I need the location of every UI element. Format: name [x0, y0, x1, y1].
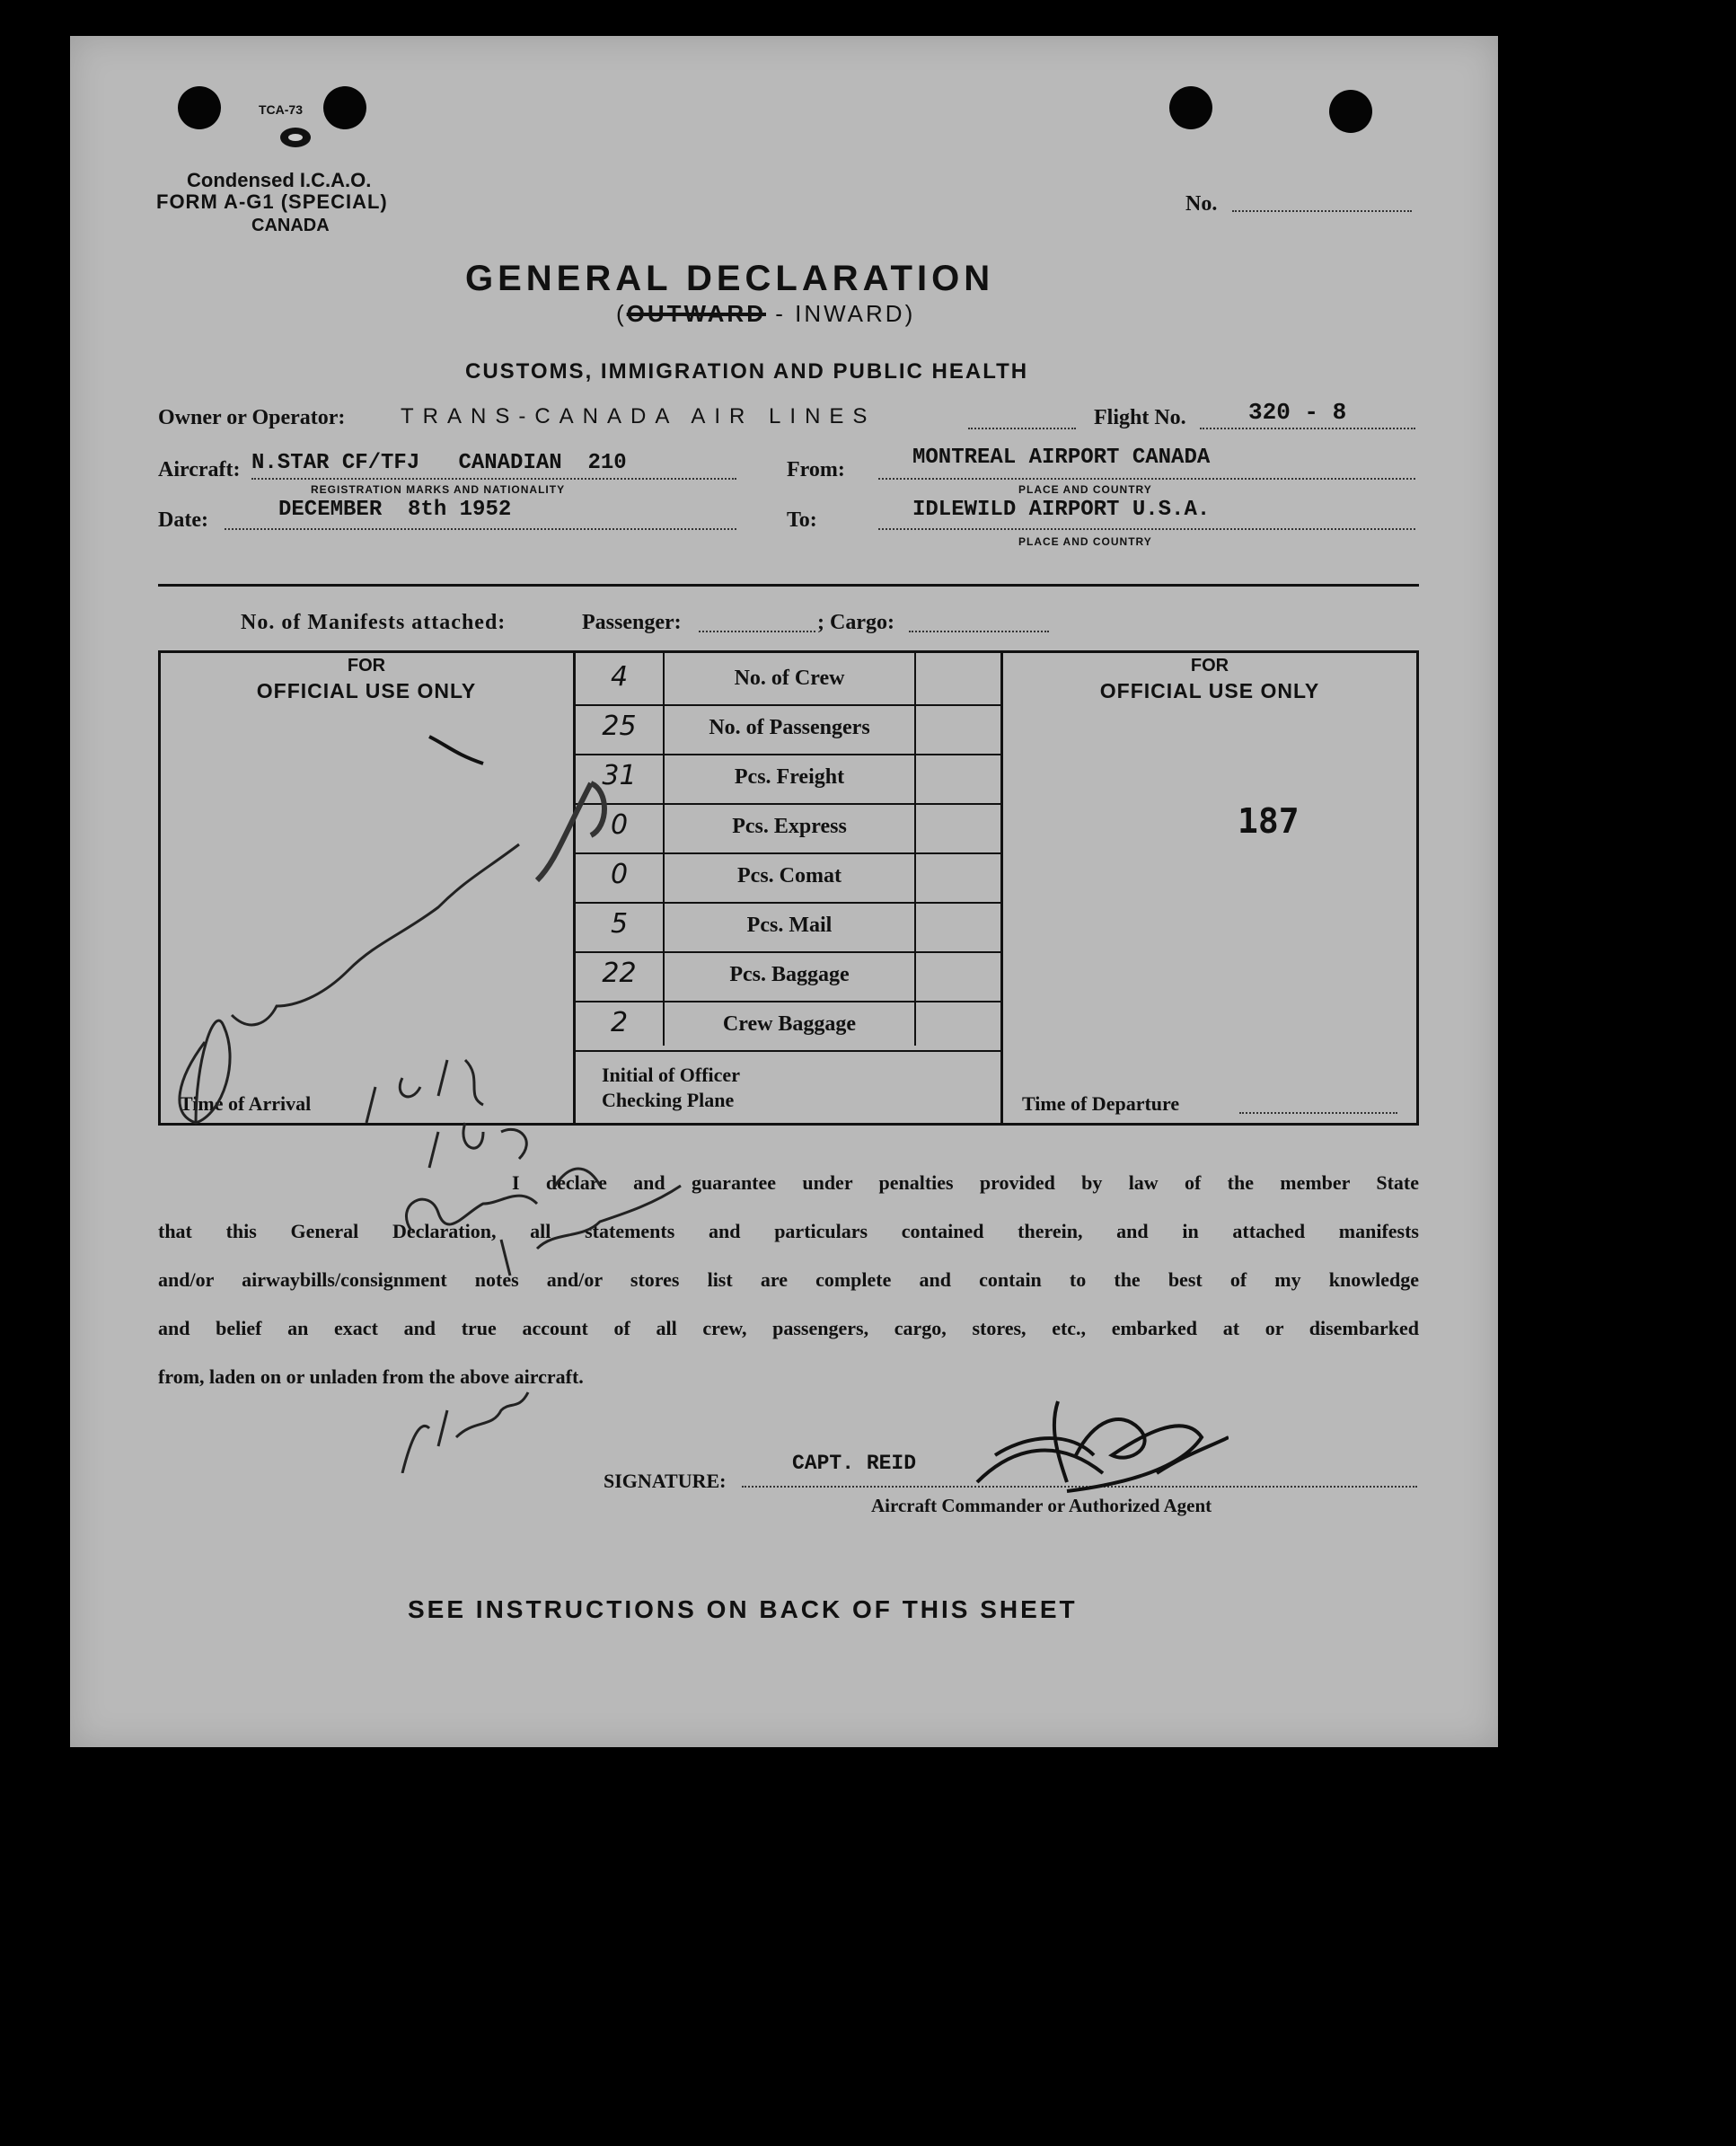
row-check-cell[interactable]	[916, 1000, 1000, 1049]
to-label: To:	[787, 508, 817, 532]
signature-caption: Aircraft Commander or Authorized Agent	[871, 1495, 1212, 1516]
owner-field[interactable]	[968, 428, 1076, 429]
punch-hole	[178, 86, 221, 129]
declaration-line-2: that this General Declaration, all statements and particulars contained therein, and in attached manifests	[158, 1220, 1419, 1242]
stamp-number: 187	[1238, 801, 1300, 841]
direction-line	[616, 300, 915, 328]
row-value: 5	[610, 908, 629, 940]
inward: - INWARD)	[766, 300, 916, 327]
row-check-cell[interactable]	[916, 654, 1000, 703]
page-title: GENERAL DECLARATION	[465, 259, 995, 298]
to-value: IDLEWILD AIRPORT U.S.A.	[912, 498, 1211, 522]
handwritten-annotation	[142, 701, 789, 1473]
passenger-label: Passenger:	[582, 611, 682, 634]
declaration-line-5: from, laden on or unladen from the above aircraft.	[158, 1365, 584, 1388]
footer-instructions: SEE INSTRUCTIONS ON BACK OF THIS SHEET	[408, 1595, 1078, 1623]
tca-mark: TCA-73	[259, 102, 304, 117]
time-arrival-label: Time of Arrival	[180, 1092, 312, 1115]
row-label: Pcs. Baggage	[729, 963, 850, 986]
from-caption: PLACE AND COUNTRY	[1018, 483, 1152, 496]
flight-value: 320 - 8	[1248, 399, 1347, 426]
initial-label-1: Initial of Officer	[602, 1064, 740, 1086]
initial-label-2: Checking Plane	[602, 1089, 735, 1111]
right-official-use: OFFICIAL USE ONLY	[1099, 679, 1320, 702]
row-label: No. of Crew	[734, 667, 845, 690]
punch-hole	[1169, 86, 1212, 129]
flight-label: Flight No.	[1094, 406, 1186, 429]
passenger-manifest-field[interactable]	[699, 631, 815, 632]
to-field[interactable]	[878, 528, 1415, 530]
row-value: 31	[602, 760, 637, 791]
row-label: Pcs. Mail	[746, 914, 833, 937]
table-border-top	[158, 650, 1419, 653]
row-value: 2	[610, 1007, 629, 1038]
row-label: Pcs. Comat	[737, 864, 842, 888]
handwritten-signature	[959, 1347, 1229, 1509]
declaration-line-1: I declare and guarantee under penalties provided by law of the member State	[512, 1171, 1419, 1194]
from-value: MONTREAL AIRPORT CANADA	[912, 446, 1211, 470]
row-label: Pcs. Express	[732, 815, 847, 838]
no-field[interactable]	[1232, 210, 1412, 212]
divider	[158, 584, 1419, 587]
row-check-cell[interactable]	[916, 852, 1000, 901]
row-check-cell[interactable]	[916, 703, 1000, 753]
to-caption: PLACE AND COUNTRY	[1018, 535, 1152, 548]
owner-label: Owner or Operator:	[158, 406, 346, 429]
row-value: 22	[602, 958, 637, 989]
table-border-right	[1416, 650, 1419, 1126]
date-label: Date:	[158, 508, 208, 532]
aircraft-label: Aircraft:	[158, 458, 241, 481]
left-official-use: OFFICIAL USE ONLY	[256, 679, 477, 702]
cargo-manifest-field[interactable]	[909, 631, 1049, 632]
aircraft-value: N.STAR CF/TFJ CANADIAN 210	[251, 451, 627, 475]
punch-hole	[1329, 90, 1372, 133]
from-label: From:	[787, 458, 845, 481]
right-for: FOR	[1190, 656, 1229, 676]
flight-field[interactable]	[1200, 428, 1415, 429]
tca-logo-icon	[280, 128, 311, 147]
table-col-divider	[1000, 650, 1003, 1126]
form-line-3: CANADA	[251, 216, 330, 235]
document-sheet	[70, 36, 1498, 1747]
aircraft-caption: REGISTRATION MARKS AND NATIONALITY	[311, 483, 566, 496]
row-value: 25	[602, 711, 637, 742]
struck-outward: OUTWARD	[626, 300, 766, 327]
time-departure-field[interactable]	[1239, 1112, 1397, 1114]
row-value: 0	[610, 809, 629, 841]
form-line-2: FORM A-G1 (SPECIAL)	[156, 190, 388, 213]
declaration-line-4: and belief an exact and true account of all crew, passengers, cargo, stores, etc., embarked at or disembarked	[158, 1317, 1419, 1339]
paren: (	[616, 300, 627, 327]
date-field[interactable]	[225, 528, 736, 530]
row-value: 0	[610, 859, 629, 890]
time-departure-label: Time of Departure	[1022, 1092, 1180, 1115]
signature-label: SIGNATURE:	[604, 1470, 727, 1492]
row-check-cell[interactable]	[916, 753, 1000, 802]
row-value: 4	[610, 661, 629, 693]
aircraft-field[interactable]	[251, 478, 736, 480]
manifests-label: No. of Manifests attached:	[241, 611, 507, 634]
declaration-line-3: and/or airwaybills/consignment notes and/or stores list are complete and contain to the best of my knowledge	[158, 1268, 1419, 1291]
from-field[interactable]	[878, 478, 1415, 480]
cargo-label: ; Cargo:	[817, 611, 894, 634]
owner-value: TRANS-CANADA AIR LINES	[401, 404, 877, 428]
row-check-cell[interactable]	[916, 950, 1000, 1000]
row-check-cell[interactable]	[916, 802, 1000, 852]
date-value: DECEMBER 8th 1952	[278, 498, 512, 522]
row-label: No. of Passengers	[709, 716, 870, 739]
left-for: FOR	[347, 656, 386, 676]
no-label: No.	[1185, 192, 1218, 216]
punch-hole	[323, 86, 366, 129]
row-label: Pcs. Freight	[734, 765, 845, 789]
signature-name: CAPT. REID	[792, 1452, 917, 1475]
subtitle: CUSTOMS, IMMIGRATION AND PUBLIC HEALTH	[465, 359, 1029, 384]
form-line-1: Condensed I.C.A.O.	[187, 169, 372, 191]
row-label: Crew Baggage	[722, 1012, 857, 1036]
row-check-cell[interactable]	[916, 901, 1000, 950]
